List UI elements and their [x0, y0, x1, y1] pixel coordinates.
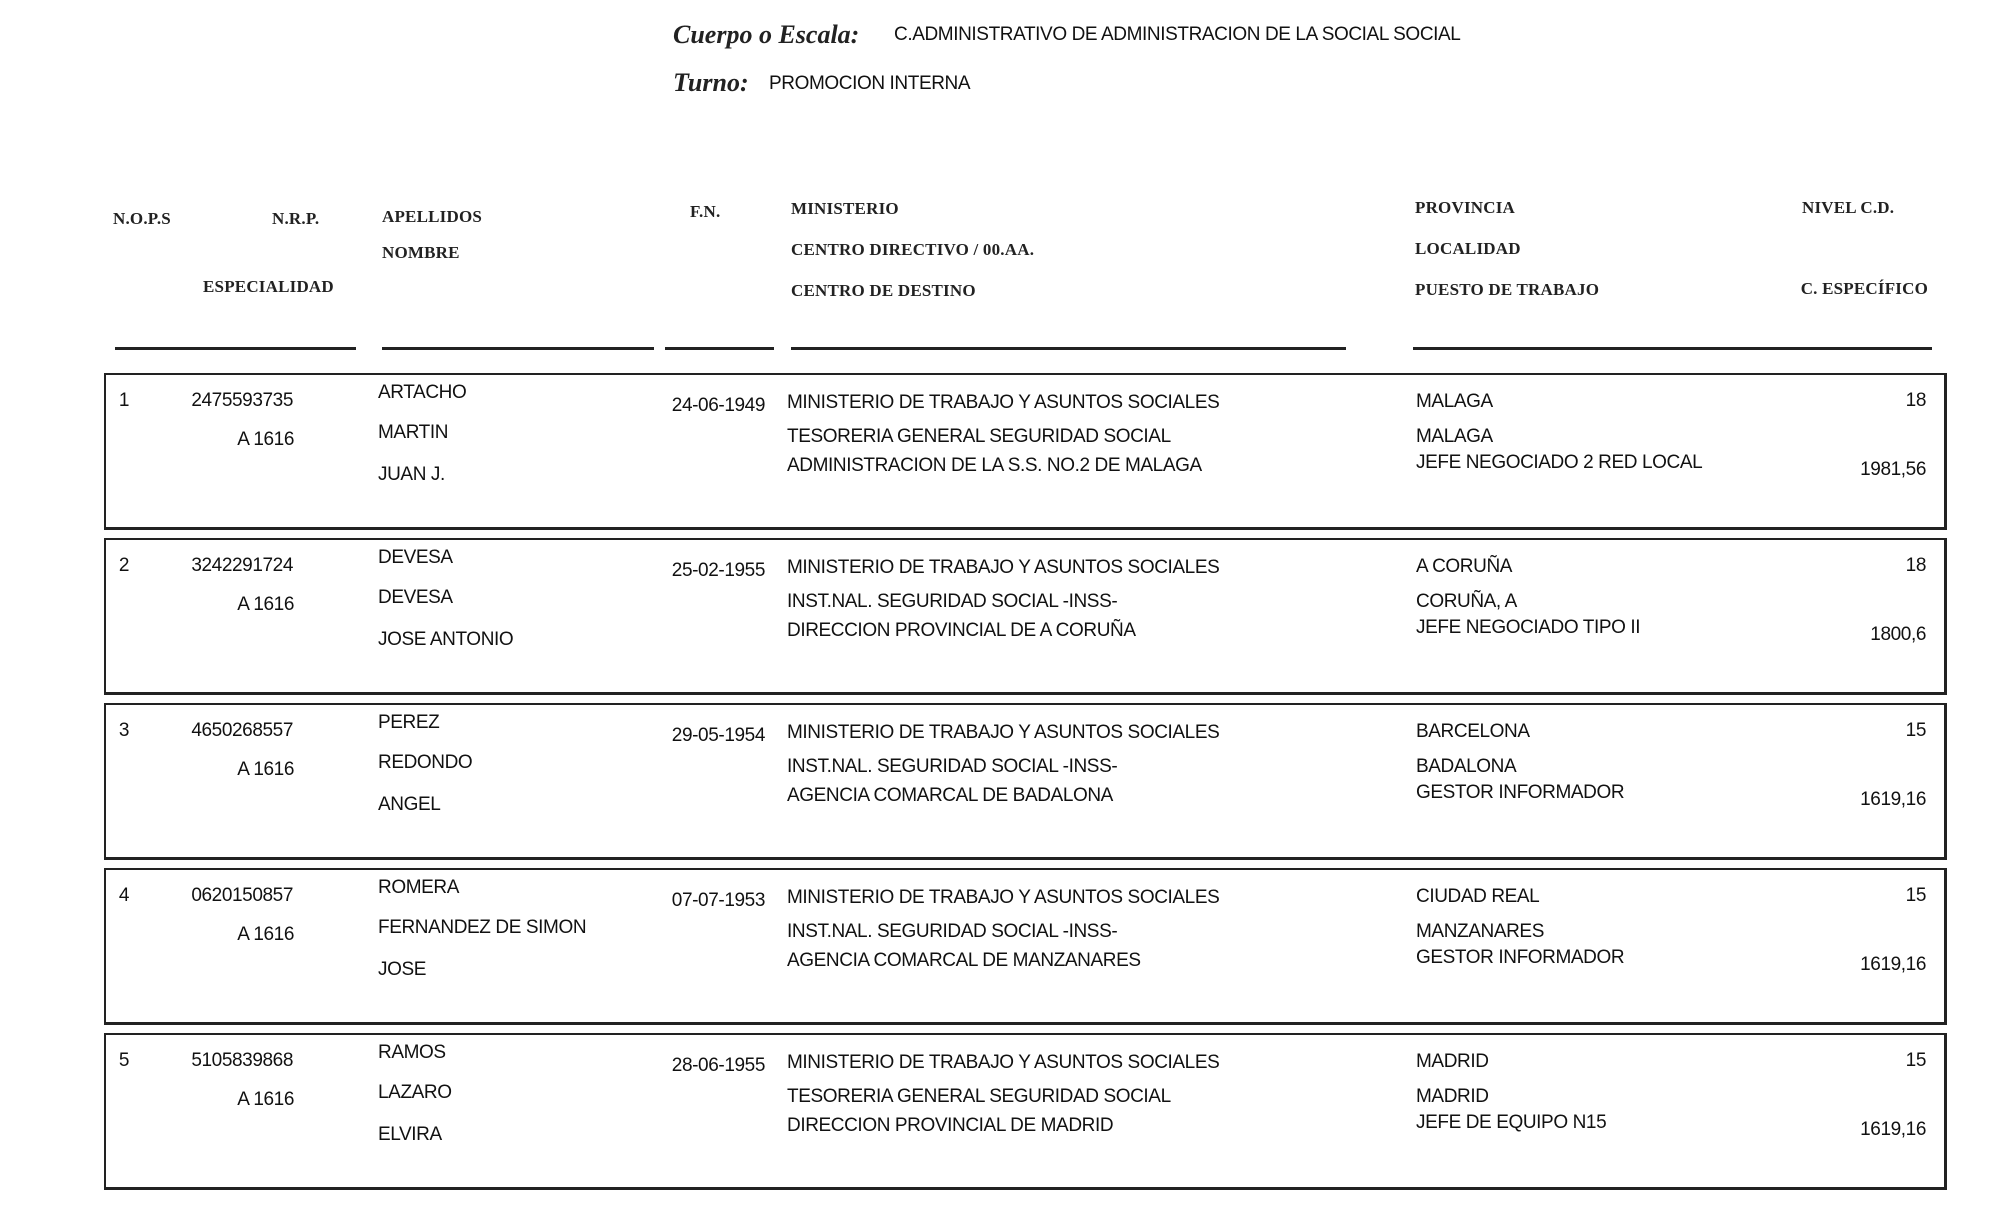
record-especialidad: A 1616 [237, 924, 294, 945]
record-especialidad: A 1616 [237, 1089, 294, 1110]
record-especialidad: A 1616 [237, 759, 294, 780]
record-ministerio: MINISTERIO DE TRABAJO Y ASUNTOS SOCIALES [787, 392, 1220, 413]
record-fn: 29-05-1954 [671, 725, 765, 746]
record-apellido1: ARTACHO [378, 382, 467, 403]
col-provincia: PROVINCIA [1415, 198, 1516, 217]
record-especifico: 1800,6 [1870, 624, 1926, 645]
header-rule [665, 347, 774, 350]
record-centro-directivo: TESORERIA GENERAL SEGURIDAD SOCIAL [787, 1086, 1171, 1107]
record-nrp: 3242291724 [191, 555, 293, 576]
record-localidad: MALAGA [1416, 426, 1493, 447]
record-nombre: JUAN J. [378, 464, 445, 485]
record-puesto: GESTOR INFORMADOR [1416, 782, 1625, 803]
record-nivel: 18 [1905, 555, 1926, 576]
header-rule [382, 347, 654, 350]
record-nrp: 0620150857 [191, 885, 293, 906]
record-nops: 2 [118, 555, 129, 576]
record-row [104, 373, 1947, 530]
col-fn: F.N. [690, 202, 721, 221]
record-centro-directivo: INST.NAL. SEGURIDAD SOCIAL -INSS- [787, 591, 1118, 612]
record-nrp: 2475593735 [191, 390, 293, 411]
record-nops: 1 [118, 390, 129, 411]
record-puesto: JEFE NEGOCIADO 2 RED LOCAL [1416, 452, 1703, 473]
record-nivel: 15 [1905, 720, 1926, 741]
col-especialidad: ESPECIALIDAD [203, 277, 334, 296]
record-fn: 28-06-1955 [671, 1055, 765, 1076]
record-ministerio: MINISTERIO DE TRABAJO Y ASUNTOS SOCIALES [787, 722, 1220, 743]
record-centro-directivo: INST.NAL. SEGURIDAD SOCIAL -INSS- [787, 921, 1118, 942]
record-ministerio: MINISTERIO DE TRABAJO Y ASUNTOS SOCIALES [787, 1052, 1220, 1073]
record-localidad: MANZANARES [1416, 921, 1544, 942]
header-rule [1413, 347, 1932, 350]
col-centro-directivo: CENTRO DIRECTIVO / 00.AA. [791, 240, 1035, 259]
record-provincia: BARCELONA [1416, 721, 1530, 742]
record-apellido1: ROMERA [378, 877, 459, 898]
turno-label: Turno: [673, 68, 749, 97]
record-especifico: 1981,56 [1860, 459, 1926, 480]
turno-value: PROMOCION INTERNA [769, 73, 971, 94]
record-especialidad: A 1616 [237, 594, 294, 615]
col-nops: N.O.P.S [113, 209, 171, 228]
record-nops: 5 [118, 1050, 129, 1071]
col-centro-destino: CENTRO DE DESTINO [791, 281, 976, 300]
record-nivel: 15 [1905, 1050, 1926, 1071]
record-localidad: MADRID [1416, 1086, 1489, 1107]
record-provincia: A CORUÑA [1416, 556, 1513, 577]
col-apellidos: APELLIDOS [382, 207, 483, 226]
record-nrp: 4650268557 [191, 720, 293, 741]
record-apellido1: DEVESA [378, 547, 453, 568]
record-ministerio: MINISTERIO DE TRABAJO Y ASUNTOS SOCIALES [787, 557, 1220, 578]
record-nombre: ELVIRA [378, 1124, 442, 1145]
record-fn: 25-02-1955 [671, 560, 765, 581]
record-nrp: 5105839868 [191, 1050, 293, 1071]
record-provincia: MALAGA [1416, 391, 1493, 412]
col-nivel: NIVEL C.D. [1802, 198, 1895, 217]
record-nivel: 18 [1905, 390, 1926, 411]
record-especifico: 1619,16 [1860, 954, 1926, 975]
record-centro-directivo: TESORERIA GENERAL SEGURIDAD SOCIAL [787, 426, 1171, 447]
record-centro-destino: ADMINISTRACION DE LA S.S. NO.2 DE MALAGA [787, 455, 1202, 476]
record-row [104, 538, 1947, 695]
record-apellido1: RAMOS [378, 1042, 446, 1063]
header-rule [115, 347, 356, 350]
record-puesto: JEFE NEGOCIADO TIPO II [1416, 617, 1641, 638]
record-puesto: GESTOR INFORMADOR [1416, 947, 1625, 968]
record-centro-destino: DIRECCION PROVINCIAL DE MADRID [787, 1115, 1114, 1136]
record-fn: 07-07-1953 [671, 890, 765, 911]
record-nombre: JOSE [378, 959, 427, 980]
record-especifico: 1619,16 [1860, 1119, 1926, 1140]
record-nombre: ANGEL [378, 794, 441, 815]
cuerpo-value: C.ADMINISTRATIVO DE ADMINISTRACION DE LA SOCIAL SOCIAL [894, 24, 1461, 45]
record-row [104, 703, 1947, 860]
record-row [104, 1033, 1947, 1190]
record-nivel: 15 [1905, 885, 1926, 906]
col-puesto: PUESTO DE TRABAJO [1415, 280, 1600, 299]
col-localidad: LOCALIDAD [1415, 239, 1521, 258]
col-especifico: C. ESPECÍFICO [1800, 279, 1928, 298]
header-rule [791, 347, 1346, 350]
record-apellido1: PEREZ [378, 712, 440, 733]
record-localidad: CORUÑA, A [1416, 591, 1517, 612]
record-apellido2: DEVESA [378, 587, 453, 608]
record-puesto: JEFE DE EQUIPO N15 [1416, 1112, 1607, 1133]
record-provincia: MADRID [1416, 1051, 1489, 1072]
record-provincia: CIUDAD REAL [1416, 886, 1540, 907]
record-nops: 4 [118, 885, 129, 906]
record-nombre: JOSE ANTONIO [378, 629, 514, 650]
record-especifico: 1619,16 [1860, 789, 1926, 810]
record-centro-directivo: INST.NAL. SEGURIDAD SOCIAL -INSS- [787, 756, 1118, 777]
col-nombre: NOMBRE [382, 243, 460, 262]
col-ministerio: MINISTERIO [791, 199, 899, 218]
record-apellido2: MARTIN [378, 422, 449, 443]
record-apellido2: FERNANDEZ DE SIMON [378, 917, 587, 938]
record-row [104, 868, 1947, 1025]
record-fn: 24-06-1949 [671, 395, 765, 416]
record-apellido2: LAZARO [378, 1082, 452, 1103]
record-apellido2: REDONDO [378, 752, 473, 773]
record-nops: 3 [118, 720, 129, 741]
col-nrp: N.R.P. [272, 209, 320, 228]
record-ministerio: MINISTERIO DE TRABAJO Y ASUNTOS SOCIALES [787, 887, 1220, 908]
record-especialidad: A 1616 [237, 429, 294, 450]
record-centro-destino: AGENCIA COMARCAL DE MANZANARES [787, 950, 1141, 971]
record-localidad: BADALONA [1416, 756, 1517, 777]
cuerpo-label: Cuerpo o Escala: [673, 20, 860, 49]
record-centro-destino: AGENCIA COMARCAL DE BADALONA [787, 785, 1113, 806]
record-centro-destino: DIRECCION PROVINCIAL DE A CORUÑA [787, 620, 1136, 641]
